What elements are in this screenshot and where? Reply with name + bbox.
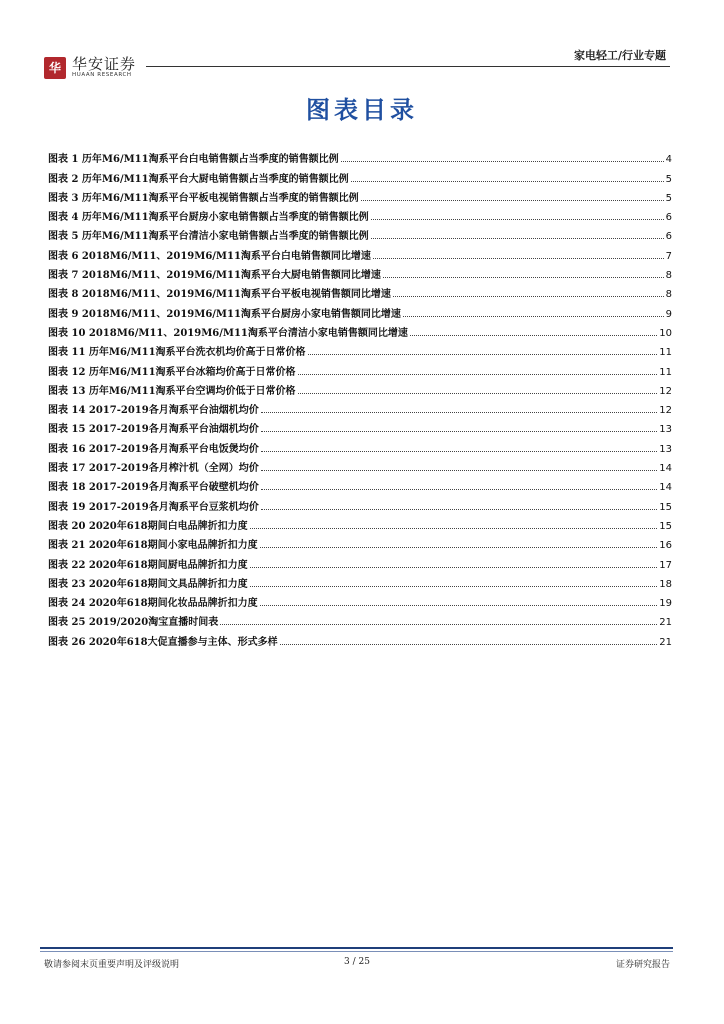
toc-entry[interactable] — [48, 185, 672, 204]
toc-leader-dots — [261, 470, 658, 471]
toc-entry-label: 图表 25 2019/2020淘宝直播时间表 — [48, 617, 219, 629]
toc-entry-page: 7 — [665, 250, 672, 262]
toc-entry[interactable] — [48, 628, 672, 647]
toc-entry-page: 16 — [659, 540, 672, 552]
toc-entry[interactable] — [48, 571, 672, 590]
page-number: 3 / 25 — [344, 957, 370, 967]
toc-entry[interactable] — [48, 551, 672, 570]
toc-leader-dots — [298, 393, 658, 394]
toc-leader-dots — [280, 644, 658, 645]
toc-entry[interactable] — [48, 146, 672, 165]
logo-seal-icon — [44, 57, 66, 79]
toc-entry[interactable] — [48, 262, 672, 281]
toc-leader-dots — [361, 200, 664, 201]
toc-leader-dots — [260, 605, 658, 606]
toc-leader-dots — [250, 528, 658, 529]
toc-entry[interactable] — [48, 339, 672, 358]
toc-entry-page: 17 — [659, 559, 672, 571]
toc-entry[interactable] — [48, 204, 672, 223]
footer-divider-thin — [40, 951, 673, 952]
toc-leader-dots — [261, 489, 658, 490]
brand-block — [72, 56, 136, 79]
toc-entry-label: 图表 2 历年M6/M11淘系平台大厨电销售额占当季度的销售额比例 — [48, 173, 349, 185]
toc-entry[interactable] — [48, 397, 672, 416]
toc-entry[interactable] — [48, 416, 672, 435]
toc-entry-label: 图表 19 2017-2019各月淘系平台豆浆机均价 — [48, 501, 259, 513]
toc-entry-page: 13 — [659, 443, 672, 455]
toc-leader-dots — [261, 412, 658, 413]
toc-entry[interactable] — [48, 378, 672, 397]
toc-leader-dots — [308, 354, 658, 355]
toc-entry[interactable] — [48, 223, 672, 242]
company-logo — [44, 56, 136, 79]
toc-entry[interactable] — [48, 165, 672, 184]
toc-leader-dots — [260, 547, 658, 548]
toc-entry-label: 图表 20 2020年618期间白电品牌折扣力度 — [48, 520, 248, 532]
toc-entry-label: 图表 6 2018M6/M11、2019M6/M11淘系平台白电销售额同比增速 — [48, 250, 371, 262]
toc-entry-label: 图表 13 历年M6/M11淘系平台空调均价低于日常价格 — [48, 385, 296, 397]
toc-leader-dots — [261, 431, 658, 432]
toc-entry[interactable] — [48, 435, 672, 454]
toc-entry[interactable] — [48, 474, 672, 493]
toc-entry-page: 9 — [665, 308, 672, 320]
toc-entry-label: 图表 21 2020年618期间小家电品牌折扣力度 — [48, 540, 258, 552]
toc-entry-label: 图表 18 2017-2019各月淘系平台破壁机均价 — [48, 482, 259, 494]
toc-entry-page: 12 — [659, 405, 672, 417]
toc-entry[interactable] — [48, 532, 672, 551]
toc-leader-dots — [298, 374, 658, 375]
toc-entry[interactable] — [48, 242, 672, 261]
brand-name-en: HUAAN RESEARCH — [72, 72, 132, 78]
footer-disclaimer: 敬请参阅末页重要声明及评级说明 — [44, 960, 180, 970]
toc-entry-label: 图表 14 2017-2019各月淘系平台油烟机均价 — [48, 405, 259, 417]
toc-leader-dots — [373, 258, 664, 259]
toc-entry[interactable] — [48, 455, 672, 474]
toc-leader-dots — [220, 624, 657, 625]
toc-entry-label: 图表 4 历年M6/M11淘系平台厨房小家电销售额占当季度的销售额比例 — [48, 212, 369, 224]
footer-divider — [40, 947, 673, 949]
toc-entry-page: 15 — [659, 501, 672, 513]
toc-entry[interactable] — [48, 609, 672, 628]
toc-entry-page: 6 — [665, 212, 672, 224]
footer-report-type: 证券研究报告 — [615, 960, 670, 970]
toc-entry-label: 图表 5 历年M6/M11淘系平台清洁小家电销售额占当季度的销售额比例 — [48, 231, 369, 243]
brand-name-cn: 华安证券 — [72, 55, 137, 73]
toc-leader-dots — [250, 586, 658, 587]
toc-entry-page: 14 — [659, 463, 672, 475]
toc-entry-label: 图表 16 2017-2019各月淘系平台电饭煲均价 — [48, 443, 259, 455]
toc-entry[interactable] — [48, 320, 672, 339]
toc-entry-label: 图表 1 历年M6/M11淘系平台白电销售额占当季度的销售额比例 — [48, 154, 339, 166]
toc-entry-page: 8 — [665, 270, 672, 282]
toc-leader-dots — [371, 219, 664, 220]
toc-leader-dots — [393, 296, 664, 297]
toc-entry-label: 图表 26 2020年618大促直播参与主体、形式多样 — [48, 636, 278, 648]
toc-entry[interactable] — [48, 281, 672, 300]
toc-entry-page: 18 — [659, 578, 672, 590]
toc-entry-label: 图表 3 历年M6/M11淘系平台平板电视销售额占当季度的销售额比例 — [48, 192, 359, 204]
toc-entry-label: 图表 17 2017-2019各月榨汁机（全网）均价 — [48, 463, 259, 475]
toc-entry[interactable] — [48, 300, 672, 319]
toc-entry-label: 图表 15 2017-2019各月淘系平台油烟机均价 — [48, 424, 259, 436]
toc-entry[interactable] — [48, 493, 672, 512]
toc-leader-dots — [403, 316, 664, 317]
toc-entry-page: 8 — [665, 289, 672, 301]
toc-leader-dots — [261, 451, 658, 452]
toc-entry-label: 图表 22 2020年618期间厨电品牌折扣力度 — [48, 559, 248, 571]
toc-entry-page: 6 — [665, 231, 672, 243]
toc-entry-page: 19 — [659, 598, 672, 610]
toc-entry-label: 图表 8 2018M6/M11、2019M6/M11淘系平台平板电视销售额同比增速 — [48, 289, 391, 301]
toc-leader-dots — [383, 277, 664, 278]
toc-entry-page: 14 — [659, 482, 672, 494]
toc-entry-page: 21 — [659, 636, 672, 648]
toc-entry-label: 图表 23 2020年618期间文具品牌折扣力度 — [48, 578, 248, 590]
toc-entry-label: 图表 24 2020年618期间化妆品品牌折扣力度 — [48, 598, 258, 610]
table-of-figures — [48, 146, 672, 648]
logo-seal-glyph: 华 — [48, 60, 61, 75]
toc-entry-page: 5 — [665, 192, 672, 204]
toc-entry-page: 13 — [659, 424, 672, 436]
toc-entry-page: 4 — [665, 154, 672, 166]
toc-leader-dots — [261, 509, 658, 510]
toc-entry-page: 10 — [659, 327, 672, 339]
page-title: 图表目录 — [306, 95, 418, 124]
toc-entry[interactable] — [48, 513, 672, 532]
page-header — [0, 0, 724, 90]
toc-entry-label: 图表 9 2018M6/M11、2019M6/M11淘系平台厨房小家电销售额同比增速 — [48, 308, 401, 320]
toc-leader-dots — [351, 181, 664, 182]
toc-entry-page: 12 — [659, 385, 672, 397]
toc-entry-label: 图表 12 历年M6/M11淘系平台冰箱均价高于日常价格 — [48, 366, 296, 378]
toc-entry-page: 11 — [659, 366, 672, 378]
toc-entry[interactable] — [48, 358, 672, 377]
toc-entry-page: 15 — [659, 520, 672, 532]
toc-entry-label: 图表 11 历年M6/M11淘系平台洗衣机均价高于日常价格 — [48, 347, 306, 359]
toc-entry-label: 图表 7 2018M6/M11、2019M6/M11淘系平台大厨电销售额同比增速 — [48, 270, 381, 282]
header-divider — [146, 66, 670, 67]
toc-entry-label: 图表 10 2018M6/M11、2019M6/M11淘系平台清洁小家电销售额同比增速 — [48, 327, 408, 339]
toc-leader-dots — [410, 335, 657, 336]
toc-entry-page: 11 — [659, 347, 672, 359]
toc-entry-page: 5 — [665, 173, 672, 185]
toc-leader-dots — [371, 238, 664, 239]
toc-entry-page: 21 — [659, 617, 672, 629]
toc-leader-dots — [250, 567, 658, 568]
toc-entry[interactable] — [48, 590, 672, 609]
toc-leader-dots — [341, 161, 664, 162]
report-category: 家电轻工/行业专题 — [573, 49, 666, 62]
